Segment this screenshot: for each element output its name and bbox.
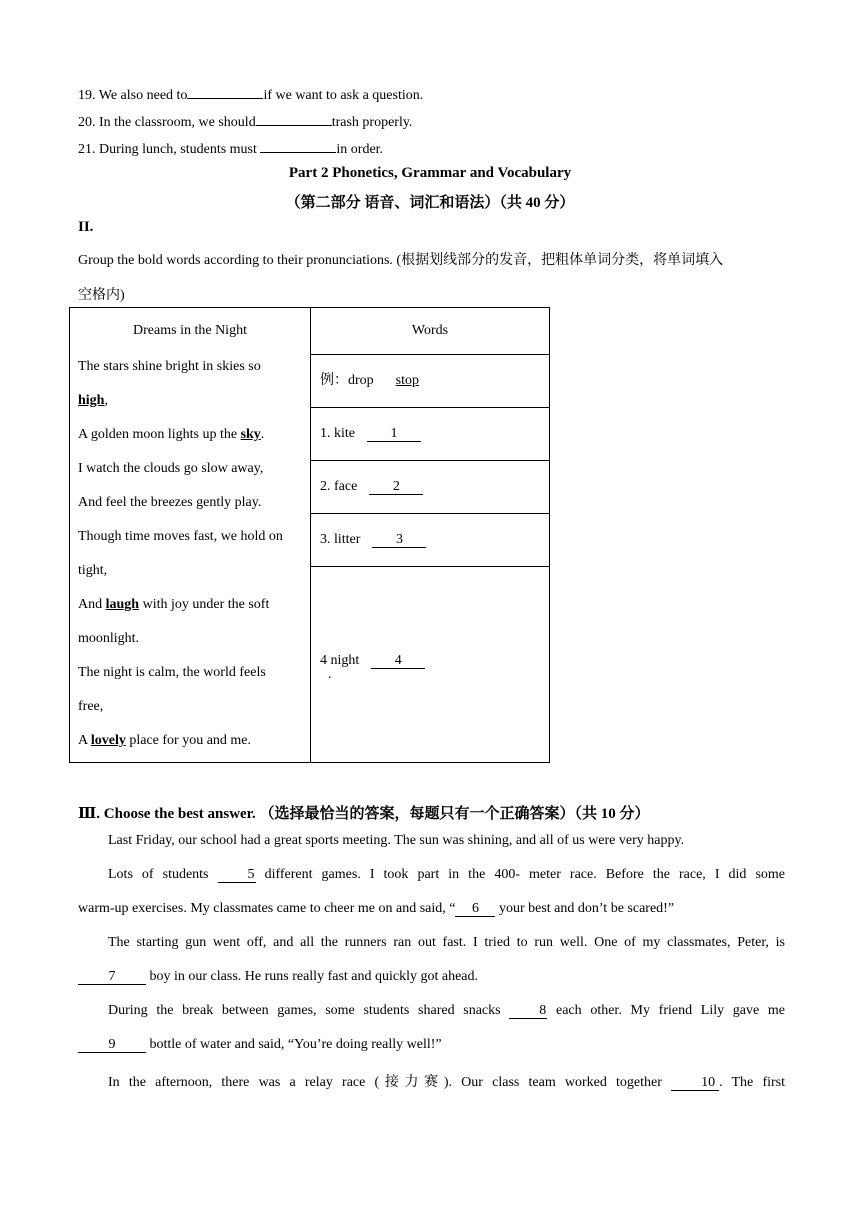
poem-cell — [70, 308, 311, 763]
blank-10[interactable]: 10 — [671, 1076, 719, 1091]
words-header-cell — [311, 308, 550, 355]
bold-word-lovely: lovely — [90, 733, 126, 748]
passage-p4-line1: During the break between games, some students shared snacks 8 each other. My friend Lily gave me — [108, 1003, 786, 1018]
answer-blank-1[interactable]: 1 — [367, 427, 421, 442]
poem-line: A golden moon lights up the sky. — [78, 427, 265, 442]
bold-word-laugh: laugh — [105, 597, 140, 612]
poem-line: A lovely place for you and me. — [78, 733, 252, 748]
poem-line: tight, — [78, 563, 108, 578]
section2-instruction: Group the bold words according to their pronunciations. (根据划线部分的发音，把粗体单词分类，将单词填入 — [78, 253, 724, 268]
answer-blank-19[interactable] — [187, 86, 263, 99]
answer-blank-21[interactable] — [260, 140, 336, 153]
blank-9[interactable]: 9 — [78, 1038, 146, 1053]
phonetics-table — [69, 307, 550, 763]
question-20: 20. In the classroom, we should trash properly. — [78, 115, 413, 130]
blank-8[interactable]: 8 — [509, 1004, 547, 1019]
poem-line: moonlight. — [78, 631, 140, 646]
part2-title: Part 2 Phonetics, Grammar and Vocabulary — [288, 165, 572, 181]
poem-line: And laugh with joy under the soft — [78, 597, 270, 612]
passage-p4-line2: 9 bottle of water and said, “You’re doing really well!” — [78, 1037, 785, 1053]
passage-p3-line2: 7 boy in our class. He runs really fast and quickly got ahead. — [78, 969, 785, 985]
blank-6[interactable]: 6 — [455, 902, 495, 917]
question-19: 19. We also need to if we want to ask a question. — [78, 88, 424, 103]
item-2-cell: 2. face 2 — [311, 461, 550, 514]
words-header: Words — [411, 323, 449, 338]
section2-instruction-cont: 空格内) — [78, 288, 125, 303]
answer-blank-3[interactable]: 3 — [372, 533, 426, 548]
bold-word-sky: sky — [240, 427, 261, 442]
passage-p1: Last Friday, our school had a great sports meeting. The sun was shining, and all of us were very happy. — [108, 833, 685, 848]
bold-word-high: high — [78, 393, 105, 408]
poem-line: free, — [78, 699, 104, 714]
answer-blank-4[interactable]: 4 — [371, 654, 425, 669]
answer-blank-20[interactable] — [256, 113, 332, 126]
poem-line: The stars shine bright in skies so — [78, 359, 261, 374]
blank-7[interactable]: 7 — [78, 970, 146, 985]
item-4-cell: 4 night 4 . — [311, 567, 550, 763]
poem-line: The night is calm, the world feels — [78, 665, 266, 680]
poem-line: high, — [78, 393, 108, 408]
item-1-cell: 1. kite 1 — [311, 408, 550, 461]
answer-blank-2[interactable]: 2 — [369, 480, 423, 495]
blank-5[interactable]: 5 — [218, 868, 256, 883]
example-cell: 例：drop stop — [311, 355, 550, 408]
passage-p5-line1: In the afternoon, there was a relay race (接力赛). Our class team worked together 10 . The first — [108, 1075, 785, 1090]
question-21: 21. During lunch, students must in order. — [78, 142, 384, 157]
item-3-cell: 3. litter 3 — [311, 514, 550, 567]
example-answer: stop — [395, 373, 420, 388]
passage-p2-line2: warm-up exercises. My classmates came to cheer me on and said, “ 6 your best and don’t be scared!” — [78, 901, 675, 916]
part2-subtitle: （第二部分 语音、词汇和语法）（共 40 分） — [285, 195, 575, 211]
poem-line: And feel the breezes gently play. — [78, 495, 262, 510]
passage-p2-line1: Lots of students 5 different games. I took part in the 400- meter race. Before the race, I did some — [108, 867, 785, 882]
section3-heading: Ⅲ. Choose the best answer. （选择最恰当的答案，每题只有一个正确答案）（共 10 分） — [78, 806, 650, 822]
section2-heading: II. — [78, 219, 94, 235]
poem-line: I watch the clouds go slow away, — [78, 461, 264, 476]
poem-line: Though time moves fast, we hold on — [78, 529, 283, 544]
passage-p3-line1: The starting gun went off, and all the runners ran out fast. I tried to run well. One of my classmates, Peter, is — [108, 935, 785, 950]
poem-title: Dreams in the Night — [133, 323, 247, 338]
